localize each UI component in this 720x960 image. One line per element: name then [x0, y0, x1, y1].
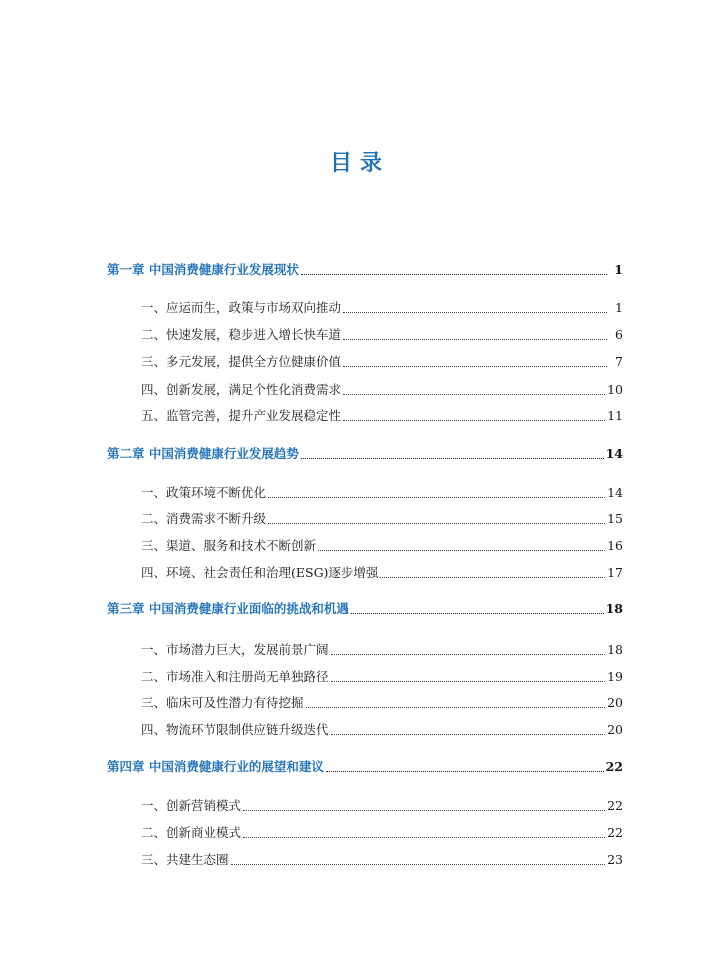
- toc-section-entry[interactable]: [141, 509, 623, 529]
- toc-section-entry[interactable]: [141, 325, 623, 345]
- toc-page-number: 22: [607, 798, 623, 813]
- toc-entry-label: 五、监管完善，提升产业发展稳定性: [141, 408, 342, 423]
- toc-page-number: 16: [607, 538, 623, 553]
- toc-dot-leader: [331, 680, 606, 682]
- toc-page-number: 6: [615, 327, 623, 342]
- toc-page-number: 20: [607, 722, 623, 737]
- toc-entry-label: 一、创新营销模式: [141, 798, 242, 813]
- toc-entry-label: 第四章 中国消费健康行业的展望和建议: [107, 759, 324, 774]
- toc-page-number: 14: [605, 446, 623, 461]
- toc-entry-label: 二、创新商业模式: [141, 825, 242, 840]
- toc-dot-leader: [343, 393, 605, 395]
- toc-section-entry[interactable]: [141, 380, 623, 400]
- toc-entry-label: 四、环境、社会责任和治理(ESG)逐步增强: [141, 565, 379, 580]
- toc-chapter-entry[interactable]: [107, 599, 623, 619]
- toc-entry-label: 三、渠道、服务和技术不断创新: [141, 538, 317, 553]
- toc-dot-leader: [380, 576, 605, 578]
- toc-chapter-entry[interactable]: [107, 757, 623, 777]
- toc-page-number: 14: [607, 485, 623, 500]
- toc-page-number: 11: [607, 408, 623, 423]
- toc-section-entry[interactable]: [141, 483, 623, 503]
- toc-dot-leader: [301, 457, 604, 459]
- toc-page-number: 22: [605, 759, 623, 774]
- toc-section-entry[interactable]: [141, 796, 623, 816]
- toc-dot-leader: [306, 706, 606, 708]
- toc-section-entry[interactable]: [141, 850, 623, 870]
- toc-entry-label: 四、物流环节限制供应链升级迭代: [141, 722, 329, 737]
- toc-dot-leader: [326, 770, 604, 772]
- toc-section-entry[interactable]: [141, 823, 623, 843]
- toc-entry-label: 四、创新发展，满足个性化消费需求: [141, 382, 342, 397]
- toc-entry-label: 一、政策环境不断优化: [141, 485, 267, 500]
- toc-section-entry[interactable]: [141, 298, 623, 318]
- toc-section-entry[interactable]: [141, 640, 623, 660]
- toc-entry-label: 三、共建生态圈: [141, 852, 229, 867]
- toc-dot-leader: [243, 809, 605, 811]
- toc-page-number: 23: [607, 852, 623, 867]
- toc-entry-label: 二、市场准入和注册尚无单独路径: [141, 669, 329, 684]
- toc-entry-label: 一、应运而生，政策与市场双向推动: [141, 300, 342, 315]
- toc-entry-label: 二、快速发展，稳步进入增长快车道: [141, 327, 342, 342]
- toc-page-number: 22: [607, 825, 623, 840]
- toc-section-entry[interactable]: [141, 352, 623, 372]
- toc-entry-label: 一、市场潜力巨大，发展前景广阔: [141, 642, 329, 657]
- toc-page-number: 1: [614, 262, 623, 277]
- toc-dot-leader: [268, 496, 605, 498]
- toc-dot-leader: [343, 365, 607, 367]
- toc-section-entry[interactable]: [141, 536, 623, 556]
- toc-page-number: 20: [607, 695, 623, 710]
- toc-section-entry[interactable]: [141, 667, 623, 687]
- toc-page-number: 7: [615, 354, 623, 369]
- toc-section-entry[interactable]: [141, 693, 623, 713]
- toc-page-number: 18: [605, 601, 623, 616]
- toc-page-number: 10: [607, 382, 623, 397]
- toc-entry-label: 第三章 中国消费健康行业面临的挑战和机遇: [107, 601, 349, 616]
- toc-dot-leader: [351, 612, 604, 614]
- toc-entry-label: 第二章 中国消费健康行业发展趋势: [107, 446, 299, 461]
- toc-dot-leader: [231, 863, 606, 865]
- toc-page-number: 18: [607, 642, 623, 657]
- toc-chapter-entry[interactable]: [107, 444, 623, 464]
- toc-chapter-entry[interactable]: [107, 260, 623, 280]
- toc-dot-leader: [343, 338, 607, 340]
- toc-dot-leader: [343, 311, 607, 313]
- toc-dot-leader: [243, 836, 605, 838]
- toc-page-number: 17: [607, 565, 623, 580]
- toc-dot-leader: [331, 653, 606, 655]
- toc-dot-leader: [301, 273, 607, 275]
- toc-entry-label: 三、临床可及性潜力有待挖掘: [141, 695, 304, 710]
- toc-entry-label: 三、多元发展，提供全方位健康价值: [141, 354, 342, 369]
- toc-dot-leader: [268, 522, 605, 524]
- toc-section-entry[interactable]: [141, 406, 623, 426]
- toc-page-number: 19: [607, 669, 623, 684]
- toc-title: 目录: [329, 151, 390, 176]
- toc-page-number: 15: [607, 511, 623, 526]
- toc-page-number: 1: [615, 300, 623, 315]
- toc-dot-leader: [318, 549, 605, 551]
- toc-dot-leader: [343, 419, 605, 421]
- toc-entry-label: 二、消费需求不断升级: [141, 511, 267, 526]
- toc-dot-leader: [331, 733, 606, 735]
- toc-entry-label: 第一章 中国消费健康行业发展现状: [107, 262, 299, 277]
- toc-section-entry[interactable]: [141, 563, 623, 583]
- toc-section-entry[interactable]: [141, 720, 623, 740]
